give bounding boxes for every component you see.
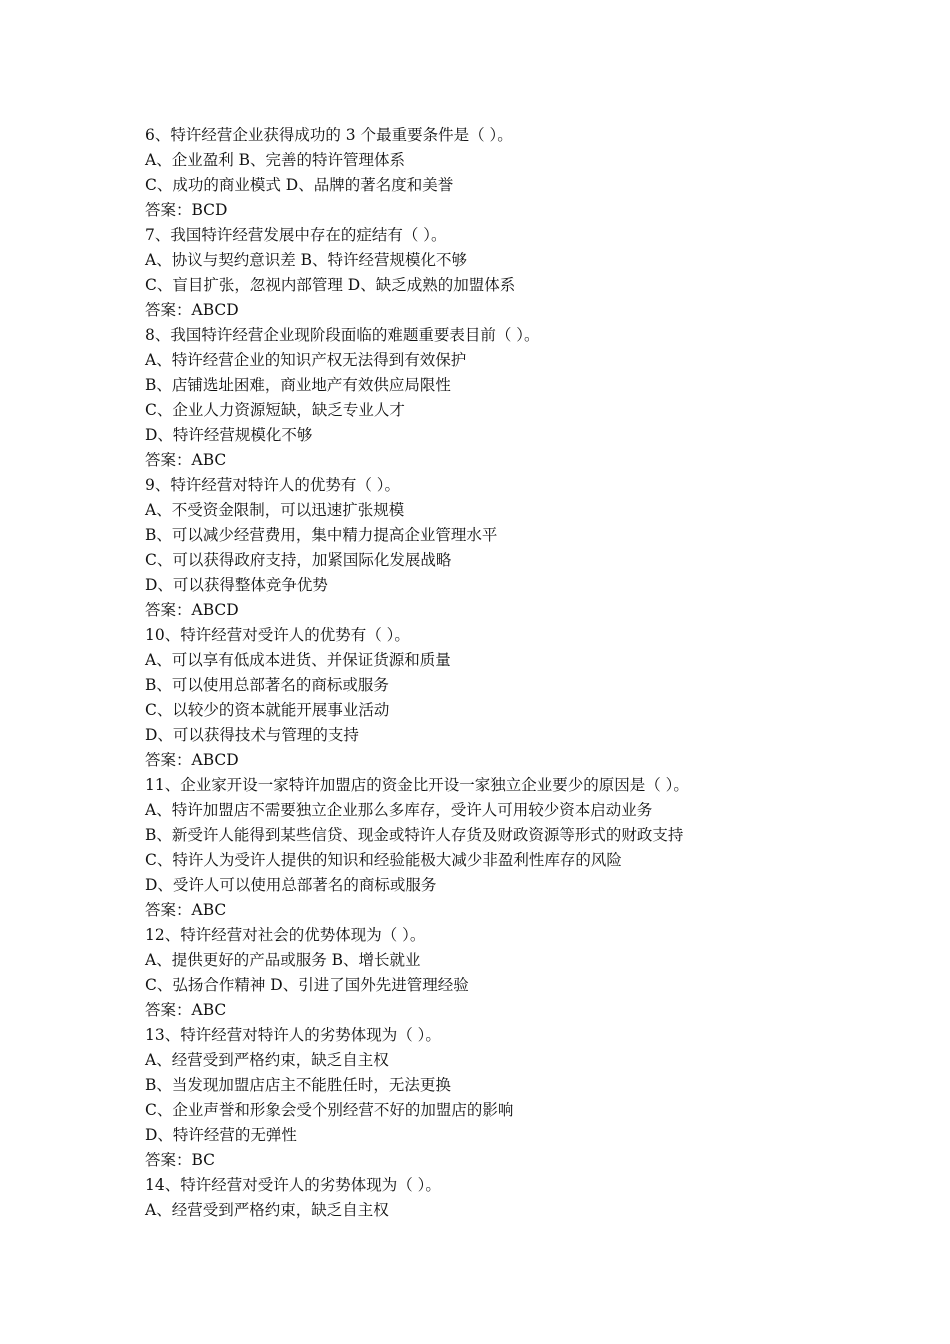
question-9-option-b: B、可以减少经营费用，集中精力提高企业管理水平: [145, 526, 498, 544]
question-9-stem: 9、特许经营对特许人的优势有（ ）。: [145, 476, 401, 494]
question-6-answer: 答案：BCD: [145, 201, 228, 219]
question-10-option-a: A、可以享有低成本进货、并保证货源和质量: [145, 651, 451, 669]
question-6-options-ab: A、企业盈利 B、完善的特许管理体系: [145, 151, 406, 169]
question-10-answer: 答案：ABCD: [145, 751, 239, 769]
question-14-option-a: A、经营受到严格约束，缺乏自主权: [145, 1201, 389, 1219]
question-11-option-d: D、受许人可以使用总部著名的商标或服务: [145, 876, 437, 894]
question-13-option-b: B、当发现加盟店店主不能胜任时，无法更换: [145, 1076, 451, 1094]
question-10-option-c: C、以较少的资本就能开展事业活动: [145, 701, 390, 719]
question-14-stem: 14、特许经营对受许人的劣势体现为（ ）。: [145, 1176, 441, 1194]
question-10-option-b: B、可以使用总部著名的商标或服务: [145, 676, 389, 694]
question-6-options-cd: C、成功的商业模式 D、品牌的著名度和美誉: [145, 176, 454, 194]
question-8-option-c: C、企业人力资源短缺，缺乏专业人才: [145, 401, 405, 419]
question-9-option-d: D、可以获得整体竞争优势: [145, 576, 328, 594]
question-7-options-cd: C、盲目扩张，忽视内部管理 D、缺乏成熟的加盟体系: [145, 276, 516, 294]
question-10-option-d: D、可以获得技术与管理的支持: [145, 726, 359, 744]
question-8-answer: 答案：ABC: [145, 451, 227, 469]
question-11-answer: 答案：ABC: [145, 901, 227, 919]
question-13-answer: 答案：BC: [145, 1151, 216, 1169]
question-11-stem: 11、企业家开设一家特许加盟店的资金比开设一家独立企业要少的原因是（ ）。: [145, 776, 689, 794]
question-13-option-d: D、特许经营的无弹性: [145, 1126, 297, 1144]
question-8-option-a: A、特许经营企业的知识产权无法得到有效保护: [145, 351, 467, 369]
question-12-options-ab: A、提供更好的产品或服务 B、增长就业: [145, 951, 421, 969]
question-11-option-b: B、新受许人能得到某些信贷、现金或特许人存货及财政资源等形式的财政支持: [145, 826, 684, 844]
question-8-option-d: D、特许经营规模化不够: [145, 426, 313, 444]
question-9-option-a: A、不受资金限制，可以迅速扩张规模: [145, 501, 405, 519]
question-7-options-ab: A、协议与契约意识差 B、特许经营规模化不够: [145, 251, 468, 269]
question-9-option-c: C、可以获得政府支持，加紧国际化发展战略: [145, 551, 452, 569]
question-9-answer: 答案：ABCD: [145, 601, 239, 619]
question-13-stem: 13、特许经营对特许人的劣势体现为（ ）。: [145, 1026, 441, 1044]
question-10-stem: 10、特许经营对受许人的优势有（ ）。: [145, 626, 410, 644]
question-13-option-a: A、经营受到严格约束，缺乏自主权: [145, 1051, 389, 1069]
question-13-option-c: C、企业声誉和形象会受个别经营不好的加盟店的影响: [145, 1101, 514, 1119]
question-11-option-c: C、特许人为受许人提供的知识和经验能极大减少非盈利性库存的风险: [145, 851, 622, 869]
question-6-stem: 6、特许经营企业获得成功的 3 个最重要条件是（ ）。: [145, 126, 513, 144]
question-7-stem: 7、我国特许经营发展中存在的症结有（ ）。: [145, 226, 447, 244]
question-12-answer: 答案：ABC: [145, 1001, 227, 1019]
question-7-answer: 答案：ABCD: [145, 301, 239, 319]
question-11-option-a: A、特许加盟店不需要独立企业那么多库存，受许人可用较少资本启动业务: [145, 801, 653, 819]
question-8-stem: 8、我国特许经营企业现阶段面临的难题重要表目前（ ）。: [145, 326, 540, 344]
question-12-options-cd: C、弘扬合作精神 D、引进了国外先进管理经验: [145, 976, 469, 994]
document-body: [145, 123, 845, 1223]
question-12-stem: 12、特许经营对社会的优势体现为（ ）。: [145, 926, 426, 944]
question-8-option-b: B、店铺选址困难，商业地产有效供应局限性: [145, 376, 451, 394]
